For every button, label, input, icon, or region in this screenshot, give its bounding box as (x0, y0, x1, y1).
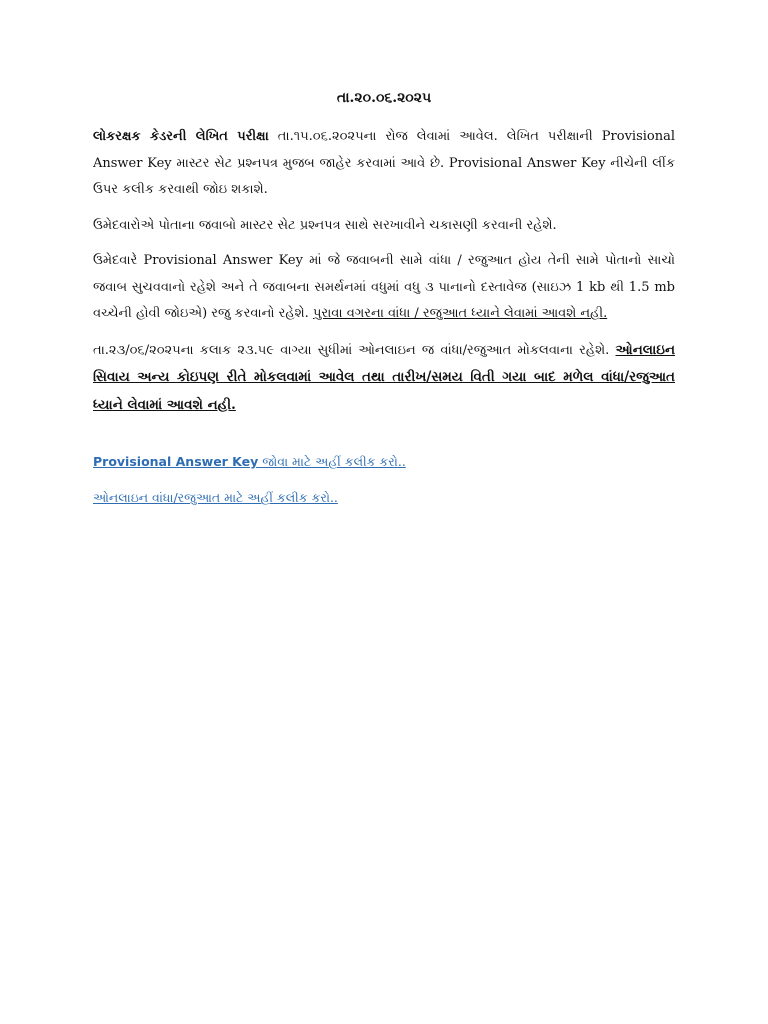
offline-warning: ઓનલાઇન સિવાય અન્ય કોઇપણ રીતે મોકલવામાં આવેલ તથા તારીખ/સમય વિતી ગયા બાદ મળેલ વાંધા/રજુઆત ધ્યાને લેવામાં આવશે નહી. (93, 341, 675, 413)
paragraph-exam-info (93, 124, 675, 204)
objection-rules-text: ઉમેદવારે Provisional Answer Key માં જે જવાબની સામે વાંધા / રજુઆત હોય તેની સામે પોતાનો સાચો જવાબ સુચવવાનો રહેશે અને તે જવાબના સમર્થનમાં વધુમાં વધુ ૩ પાનાનો દસ્તાવેજ (સાઇઝ 1 kb થી 1.5 mb વચ્ચેની હોવી જોઇએ) રજુ કરવાનો રહેશે. (93, 253, 675, 321)
exam-info-text: તા.૧૫.૦૬.૨૦૨૫ના રોજ લેવામાં આવેલ. લેખિત પરીક્ષાની Provisional Answer Key માસ્ટર સેટ પ્રશ્નપત્ર મુજબ જાહેર કરવામાં આવે છે. Provisional Answer Key નીચેની લીંક ઉપર કલીક કરવાથી જોઇ શકાશે. (93, 129, 676, 197)
exam-title: લોકરક્ષક કેડરની લેખિત પરીક્ષા (93, 129, 269, 144)
notice-document (93, 86, 675, 523)
no-proof-warning: પુરાવા વગરના વાંધા / રજુઆત ધ્યાને લેવામાં આવશે નહી. (312, 306, 608, 321)
answer-key-link-lead: Provisional Answer Key (93, 454, 259, 469)
paragraph-deadline (93, 337, 675, 420)
paragraph-objection-rules (93, 248, 675, 328)
paragraph-verify: ઉમેદવારોએ પોતાના જવાબો માસ્ટર સેટ પ્રશ્નપત્ર સાથે સરખાવીને ચકાસણી કરવાની રહેશે. (93, 217, 557, 233)
answer-key-link[interactable] (93, 451, 675, 473)
links-section (93, 451, 675, 509)
online-objection-link[interactable]: ઓનલાઇન વાંધા/રજુઆત માટે અહીં કલીક કરો.. (93, 490, 338, 505)
deadline-text: તા.૨૩/૦૬/૨૦૨૫ના કલાક ૨૩.૫૯ વાગ્યા સુધીમાં ઓનલાઇન જ વાંધા/રજુઆત મોકલવાના રહેશે. (93, 342, 616, 358)
notice-date: તા.૨૦.૦૬.૨૦૨૫ (336, 90, 432, 106)
answer-key-link-rest: જોવા માટે અહીં કલીક કરો.. (258, 454, 406, 469)
